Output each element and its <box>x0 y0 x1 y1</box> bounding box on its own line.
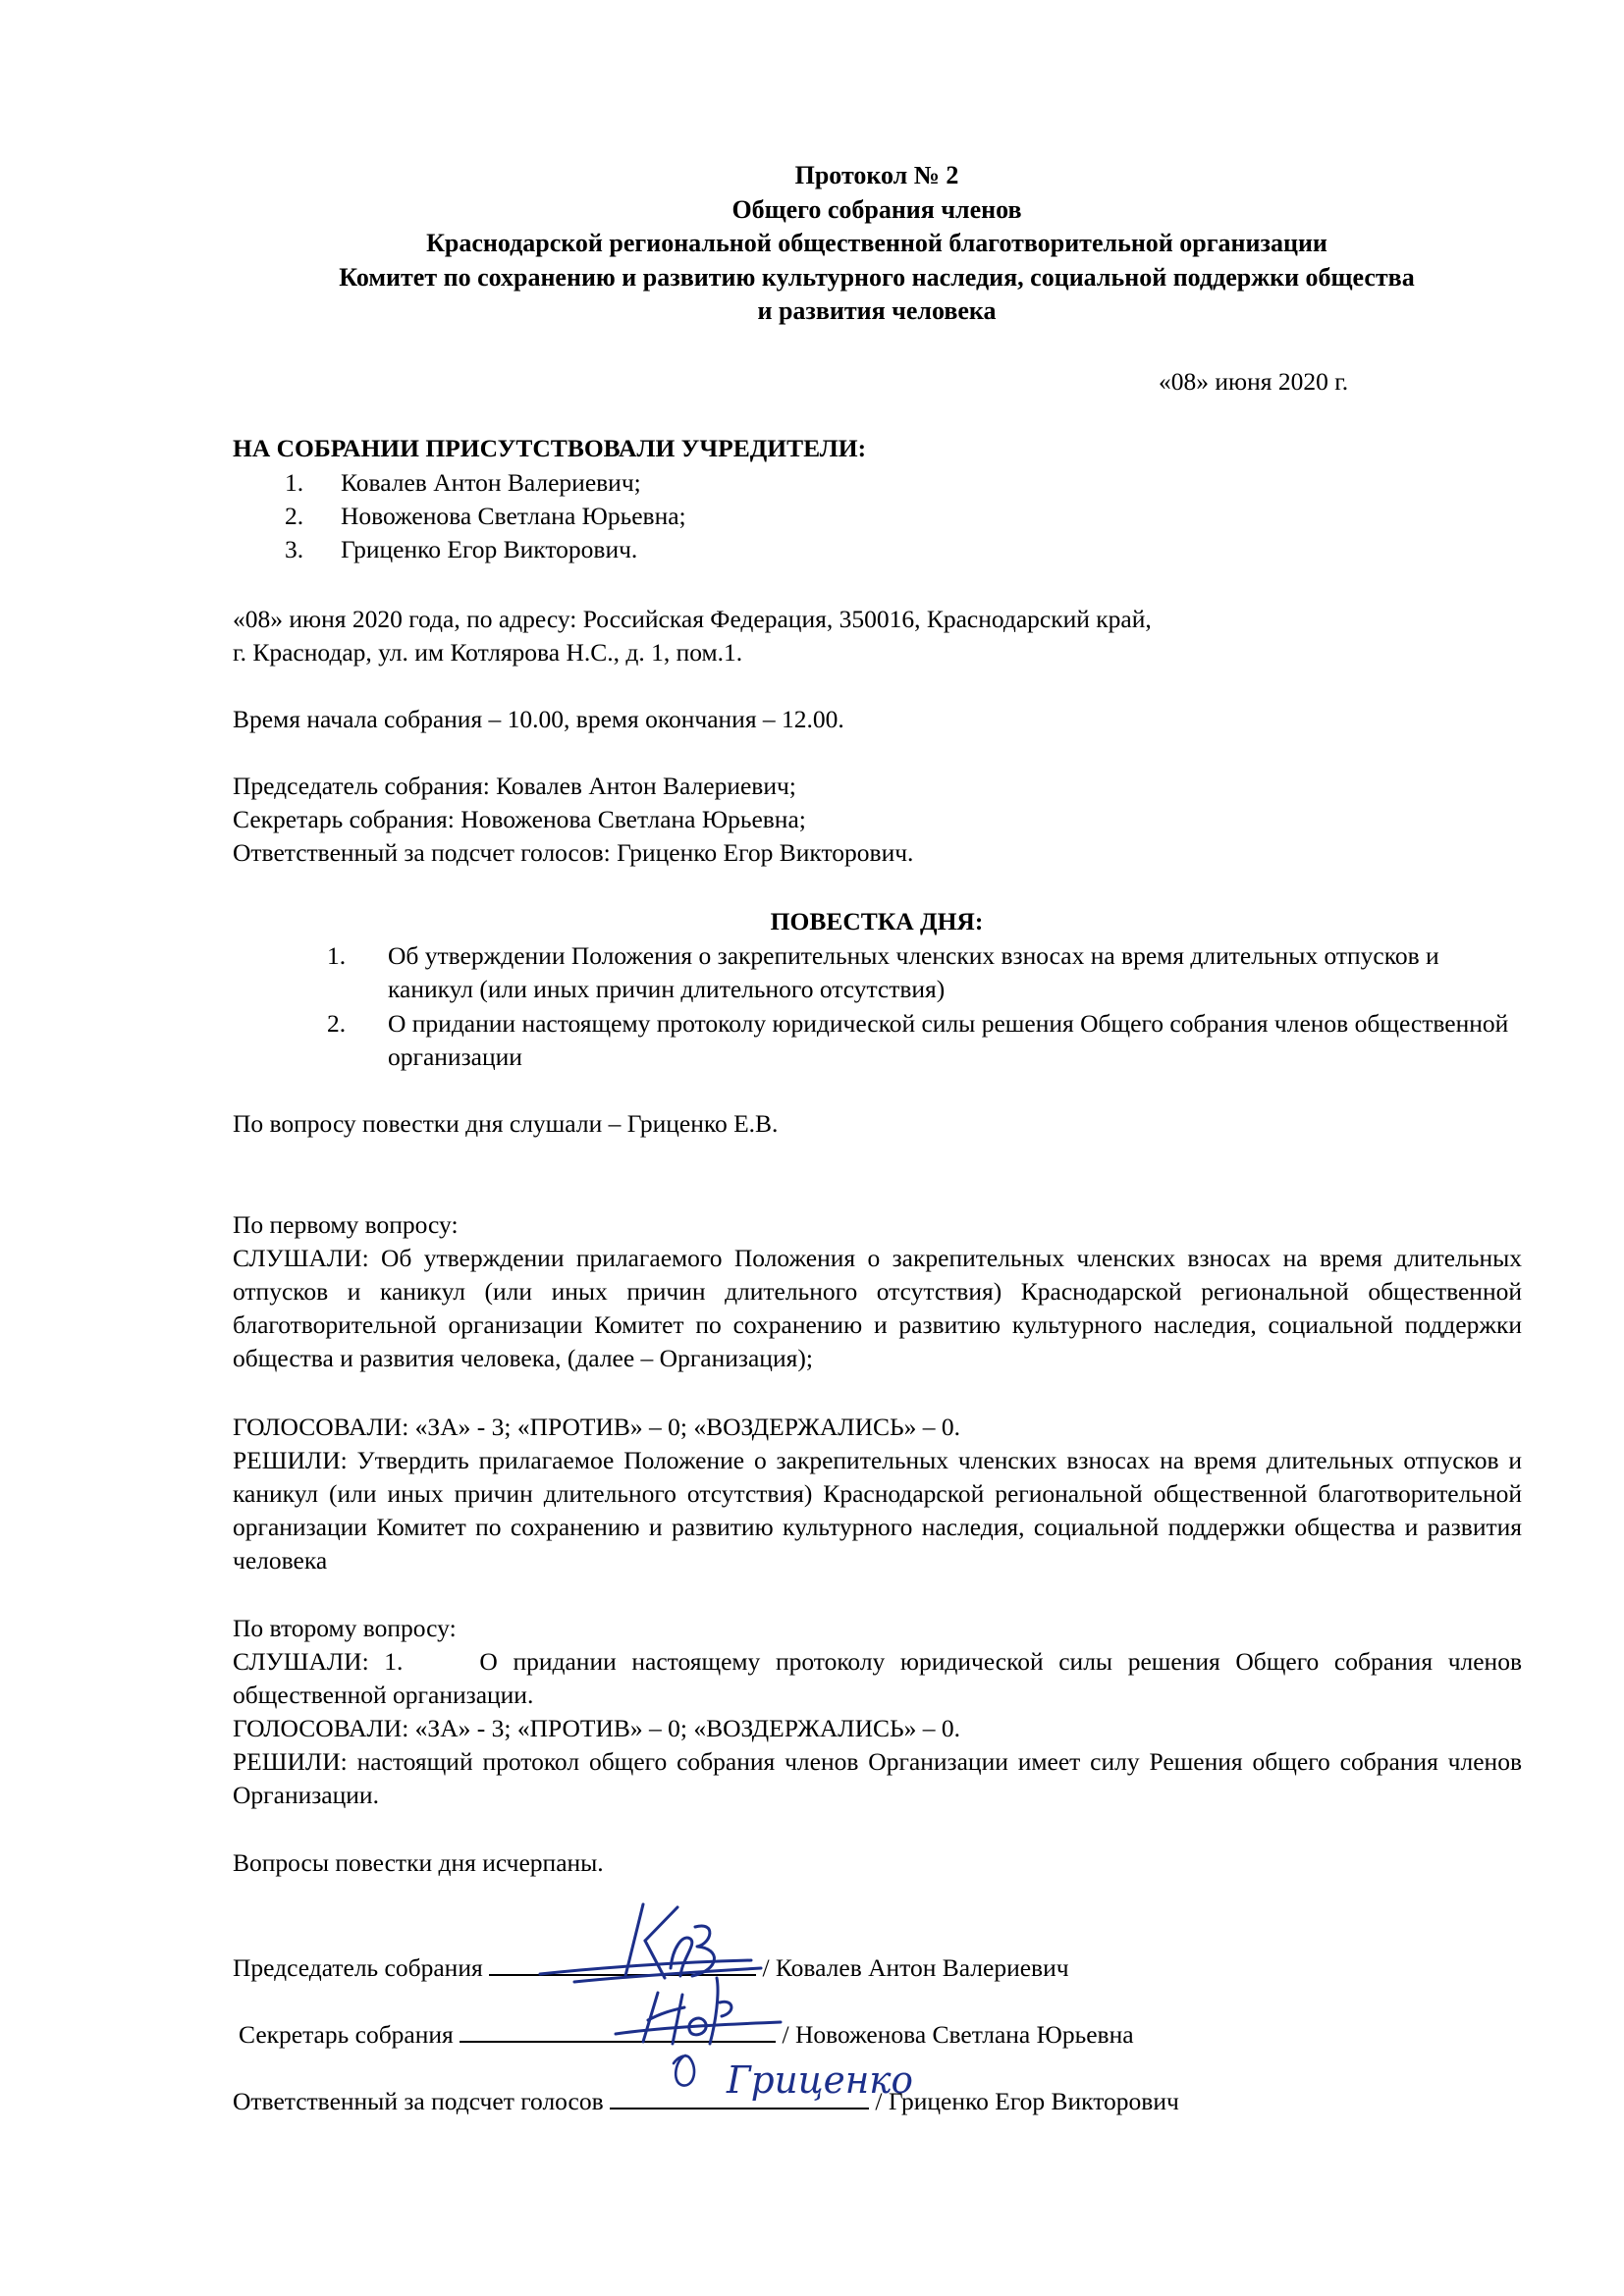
question-2-heading: По второму вопросу: <box>233 1614 457 1642</box>
meeting-address: «08» июня 2020 года, по адресу: Российская Федерация, 350016, Краснодарский край, г. Краснодар, ул. им Котлярова Н.С., д. 1, пом.1. <box>233 605 1152 667</box>
counter-handwritten-name: Гриценко <box>726 2058 913 2102</box>
question-1-decided: РЕШИЛИ: Утвердить прилагаемое Положение о закрепительных членских взносах на время длительных отпусков и каникул (или иных причин длительного отсутствия) Краснодарской региональной общественной благотворительной организации Комитет по сохранению и развитию культурного наследия, социальной поддержки общества и развития человека <box>233 1446 1522 1575</box>
list-item: 2. Новоженова Светлана Юрьевна; <box>285 502 686 530</box>
counter-signature <box>668 2042 952 2110</box>
secretary-signature-line: Секретарь собрания / Новоженова Светлана Юрьевна <box>239 2015 1134 2052</box>
title-line-committee: Комитет по сохранению и развитию культурного наследия, социальной поддержки общества <box>339 262 1415 292</box>
title-line-development: и развития человека <box>757 296 997 325</box>
chair-signature-line: Председатель собрания / Ковалев Антон Валериевич <box>233 1949 1069 1985</box>
agenda-item: 2. О придании настоящему протоколу юридической силы решения Общего собрания членов общественной организации <box>327 1009 1509 1071</box>
heard-by: По вопросу повестки дня слушали – Гриценко Е.В. <box>233 1109 779 1138</box>
agenda-item: 1. Об утверждении Положения о закрепительных членских взносах на время длительных отпусков и каникул (или иных причин длительного отсутствия) <box>327 941 1439 1003</box>
meeting-officers <box>233 770 1522 870</box>
question-2-heard: СЛУШАЛИ: 1. О придании настоящему протоколу юридической силы решения Общего собрания членов общественной организации. <box>233 1647 1522 1709</box>
question-2-decided: РЕШИЛИ: настоящий протокол общего собрания членов Организации имеет силу Решения общего собрания членов Организации. <box>233 1747 1522 1809</box>
closing-statement: Вопросы повестки дня исчерпаны. <box>233 1848 604 1877</box>
title-line-protocol: Протокол № 2 <box>794 161 959 189</box>
title-line-org: Краснодарской региональной общественной благотворительной организации <box>426 229 1327 257</box>
attendee-list <box>285 466 686 566</box>
document-title <box>232 159 1522 329</box>
title-line-meeting: Общего собрания членов <box>731 194 1022 224</box>
agenda-heading: ПОВЕСТКА ДНЯ: <box>770 907 984 935</box>
secretary-signature <box>614 1973 790 2052</box>
attendees-heading: НА СОБРАНИИ ПРИСУТСТВОВАЛИ УЧРЕДИТЕЛИ: <box>233 434 867 462</box>
list-item: 3. Гриценко Егор Викторович. <box>285 535 638 563</box>
question-2-voted: ГОЛОСОВАЛИ: «ЗА» - 3; «ПРОТИВ» – 0; «ВОЗДЕРЖАЛИСЬ» – 0. <box>233 1714 961 1742</box>
question-1-voted: ГОЛОСОВАЛИ: «ЗА» - 3; «ПРОТИВ» – 0; «ВОЗДЕРЖАЛИСЬ» – 0. <box>233 1413 961 1441</box>
meeting-time: Время начала собрания – 10.00, время окончания – 12.00. <box>233 705 844 733</box>
question-1-heading: По первому вопросу: <box>233 1210 459 1239</box>
question-1-heard: СЛУШАЛИ: Об утверждении прилагаемого Положения о закрепительных членских взносах на время длительных отпусков и каникул (или иных причин длительного отсутствия) Краснодарской региональной общественной благотворительной организации Комитет по сохранению и развитию культурного наследия, социальной поддержки общества и развития человека, (далее – Организация); <box>233 1244 1522 1372</box>
secretary-line: Секретарь собрания: Новоженова Светлана Юрьевна; <box>233 805 806 833</box>
counter-signature-line: Ответственный за подсчет голосов / Гриценко Егор Викторович <box>233 2082 1179 2118</box>
list-item: 1. Ковалев Антон Валериевич; <box>285 468 641 497</box>
protocol-date: «08» июня 2020 г. <box>1159 367 1349 396</box>
counter-line: Ответственный за подсчет голосов: Гриценко Егор Викторович. <box>233 838 914 867</box>
chair-line: Председатель собрания: Ковалев Антон Валериевич; <box>233 772 796 800</box>
